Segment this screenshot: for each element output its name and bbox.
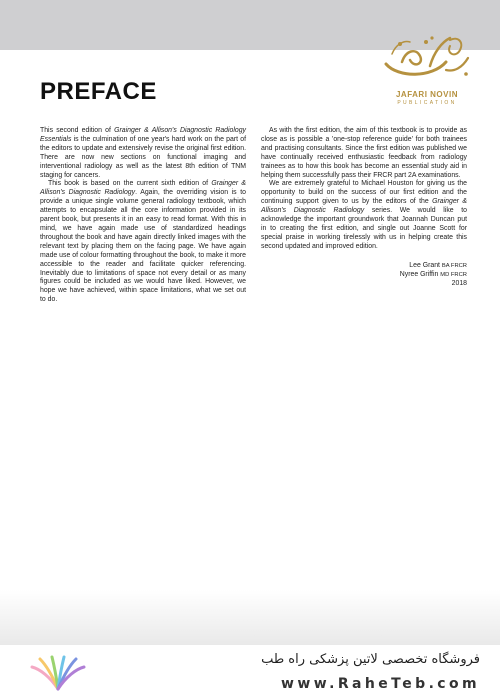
page-title: PREFACE xyxy=(40,78,157,105)
open-book-icon xyxy=(30,655,86,693)
signature-author: Lee Grant BA FRCR xyxy=(409,261,467,269)
logo-subtitle: PUBLICATION xyxy=(397,100,457,106)
paragraph: This second edition of Grainger & Allison's Diagnostic Radiology Essentials is the culmination of one year's hard work on the part of the editors to update and extensively revise the original first edition. There are now new sections on functional imaging and interventional radiology as well as the latest 8th edition of TNM staging for cancers. xyxy=(40,127,247,179)
left-column xyxy=(40,127,246,305)
paragraph: This book is based on the current sixth edition of Grainger & Allison's Diagnostic Radiology. Again, the overriding vision is to provide a unique single volume general radiology textbook, which attempts to encapsulate all the core information provided in its parent book, but presents it in an easy to read format. With this in mind, we have again made use of standardized headings throughout the book and have again directly linked images with the relevant text by placing them on the facing page. We have again made use of colour formatting throughout the book, to make it more accessible to the reader and facilitate quicker referencing. Inevitably due to limitations of space not every detail or as many figures could be included as we would have liked. However, we hope we have achieved, within space limitations, what we set out to do. xyxy=(40,180,247,304)
signature-author: Nyree Griffin MD FRCR xyxy=(399,270,467,278)
right-column xyxy=(261,127,467,288)
logo-name: JAFARI NOVIN xyxy=(395,90,458,99)
publisher-logo xyxy=(372,30,482,112)
store-name: فروشگاه تخصصی لاتین پزشکی راه طب xyxy=(261,652,480,667)
page-bottom-fade xyxy=(0,590,500,645)
paragraph: As with the first edition, the aim of this textbook is to provide as close as is possible a 'one-stop reference guide' for both trainees and practising consultants. Since the first edition was published we have continually received enthusiastic feedback from radiology trainees as to how this book has become an essential study aid in helping them successfully pass their FRCR part 2A examinations. xyxy=(261,127,467,179)
store-url[interactable]: www.RaheTeb.com xyxy=(281,676,480,692)
signature-year: 2018 xyxy=(451,279,467,287)
calligraphy-logo-icon xyxy=(380,30,474,88)
paragraph: We are extremely grateful to Michael Houston for giving us the opportunity to build on the success of our first edition and the continuing support given to us by the editors of the Grainger & Allison's Diagnostic Radiology series. We would like to acknowledge the important groundwork that Joannah Duncan put in to creating the first edition, and single out Joanne Scott for special praise in working tirelessly with us in helping create this second updated and improved edition. xyxy=(261,180,467,250)
signature-block xyxy=(261,262,467,289)
